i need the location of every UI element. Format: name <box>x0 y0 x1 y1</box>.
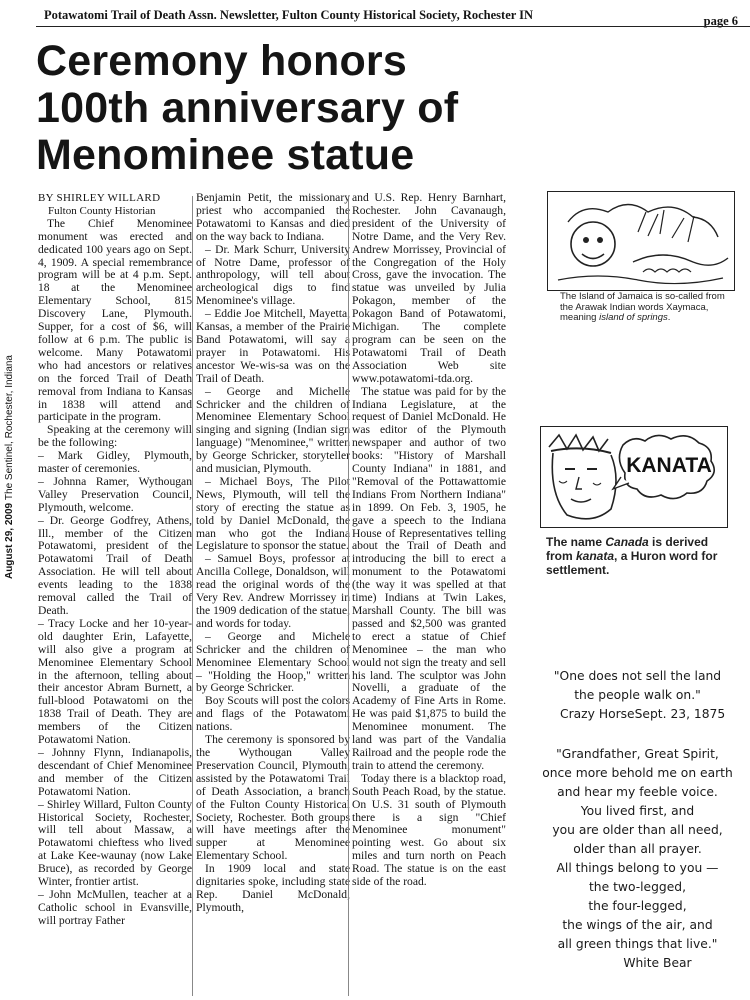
caption-emphasis: island of springs <box>599 312 668 323</box>
paragraph: The ceremony is sponsored by the Wythougan Valley Preservation Council, Plymouth, assisted by the Potawatomi Trail of Death Association, a branch of the Fulton County Historical Society, Rochester. Both groups will have meetings after the supper at Menominee Elementary School. <box>196 733 350 863</box>
jamaica-caption <box>560 292 738 324</box>
jamaica-drawing <box>548 192 734 290</box>
white-bear-quote <box>530 745 745 973</box>
crazy-horse-quote <box>530 667 745 724</box>
headline-line: 100th anniversary of <box>36 84 459 132</box>
quote-author: Crazy Horse <box>560 707 635 721</box>
speaker-item: – Johnny Flynn, Indianapolis, descendant of Chief Menominee and member of the Citizen Potawatomi Nation. <box>38 745 192 798</box>
page-number: page 6 <box>703 14 738 28</box>
paragraph: and U.S. Rep. Henry Barnhart, Rochester. John Cavanaugh, president of the University of Notre Dame, and the Very Rev. Andrew Morrissey, Provincial of the Congregation of the Holy Cross, gave the invocation. The statue was unveiled by Julia Pokagon, member of the Pokagon Band of Potawatomi, Michigan. The complete program can be seen on the Potawatomi Trail of Death Association Web site www.potawatomi-tda.org. <box>352 191 506 385</box>
quote-line: the wings of the air, and <box>562 918 713 932</box>
header-rule <box>36 26 750 27</box>
article-column-2 <box>196 192 350 915</box>
quote-line: the four-legged, <box>588 899 687 913</box>
caption-text: The Island of Jamaica is so-called from the Arawak Indian words Xaymaca, meaning <box>560 291 725 323</box>
sideline-source: The Sentinel, Rochester, Indiana <box>4 355 15 501</box>
headline-line: Menominee statue <box>36 131 415 179</box>
paragraph: In 1909 local and state dignitaries spoke, including state Rep. Daniel McDonald, Plymouth, <box>196 862 350 914</box>
paragraph: Boy Scouts will post the colors and flags of the Potawatomi nations. <box>196 694 350 734</box>
speaker-item: – Michael Boys, The Pilot News, Plymouth, will tell the story of erecting the statue as told by Daniel McDonald, the man who got the Indiana Legislature to sponsor the statue. <box>196 474 350 553</box>
quote-line: once more behold me on earth <box>542 766 733 780</box>
quote-line: you are older than all need, <box>552 823 723 837</box>
quote-author: White Bear <box>623 956 692 970</box>
paragraph: Today there is a blacktop road, South Peach Road, by the statue. On U.S. 31 south of Plymouth there is a sign "Chief Menominee monument" pointing west. Go about six miles and turn north on Peach Road. The statue is on the east side of the road. <box>352 771 506 889</box>
quote-line: the two-legged, <box>588 880 687 894</box>
caption-text: The name <box>546 535 606 549</box>
article-headline <box>36 38 536 179</box>
column-divider <box>192 196 193 996</box>
article-column-1 <box>38 192 192 928</box>
quote-line: and hear my feeble voice. <box>557 785 718 799</box>
byline-title: Fulton County Historian <box>48 204 156 217</box>
column-divider <box>348 196 349 996</box>
paragraph: The Chief Menominee monument was erected and dedicated 100 years ago on Sept. 4, 1909. A special remembrance program will be at 4 p.m. Sept. 18 at the Menominee Elementary School, 815 Discovery Lane, Plymouth. Supper, for a cost of $6, will follow at 6 p.m. The public is welcome. Many Potawatomi who had ancestors or relatives on the forced Trail of Death removal from Indiana to Kansas in 1838 will attend and participate in the program. <box>38 216 192 424</box>
quote-line: "Grandfather, Great Spirit, <box>556 747 719 761</box>
kanata-bubble-text: KANATA <box>626 454 712 477</box>
quote-line: older than all prayer. <box>573 842 702 856</box>
masthead: Potawatomi Trail of Death Assn. Newsletter, Fulton County Historical Society, Rochester IN <box>44 8 534 22</box>
jamaica-cartoon <box>547 191 735 291</box>
paragraph: Benjamin Petit, the missionary priest who accompanied the Potawatomi to Kansas and died on the way back to Indiana. <box>196 191 350 243</box>
caption-text: , a Huron word for settlement. <box>546 549 718 577</box>
speaker-item: – Shirley Willard, Fulton County Historical Society, Rochester, will tell about Massaw, a Potawatomi chieftess who lived at Lake Kee-waunay (now Lake Bruce), as recorded by George Winter, frontier artist. <box>38 797 192 889</box>
kanata-caption <box>546 535 736 577</box>
quote-date: Sept. 23, 1875 <box>634 707 726 721</box>
quote-attribution <box>530 954 745 973</box>
quote-line: All things belong to you — <box>556 861 719 875</box>
headline-line: Ceremony honors <box>36 37 407 85</box>
quote-line: all green things that live." <box>557 937 718 951</box>
quote-line: "One does not sell the land <box>553 669 722 683</box>
sideline-date: August 29, 2009 <box>4 502 15 580</box>
speaker-item: – George and Michele Schricker and the children of Menominee Elementary School – "Holding the Hoop," written by George Schricker. <box>196 629 350 695</box>
speaker-item: – Tracy Locke and her 10-year-old daughter Erin, Lafayette, will also give a program at Menominee Elementary School in the afternoon, telling about their ancestor Abram Burnett, a full-blood Potawatomi on the 1838 Trail of Death. They are members of the Citizen Potawatomi Nation. <box>38 616 192 747</box>
paragraph: The statue was paid for by the Indiana Legislature, at the request of Daniel McDonald. He was editor of the Plymouth newspaper and author of two books: "History of Marshall County Indiana" in 1881, and "Removal of the Pottawattomie Indians From Northern Indiana" in 1899. On Feb. 3, 1905, he gave a speech to the Indiana House of Representatives telling about the Trail of Death and introducing the bill to erect a monument to the Potawatomi (the way it was spelled at that time) Indians at Twin Lakes, Marshall County. The bill was passed and $2,500 was granted to erect a statue of Chief Menominee – the man who would not sign the treaty and sell his land. The sculptor was John Novelli, a graduate of the Academy of Fine Arts in Rome. He was paid $1,875 to build the Menominee monument. The land was part of the Vandalia Railroad and the people rode the train to attend the ceremony. <box>352 384 506 772</box>
speaker-item: – Samuel Boys, professor at Ancilla College, Donaldson, will read the original words of the Very Rev. Andrew Morrissey in the 1909 dedication of the statue, and words for today. <box>196 552 350 630</box>
speaker-item: – John McMullen, teacher at a Catholic school in Evansville, will portray Father <box>38 887 192 927</box>
caption-emphasis: Canada <box>605 535 649 549</box>
byline: BY SHIRLEY WILLARD <box>38 192 161 204</box>
article-column-3 <box>352 192 506 889</box>
paragraph: Speaking at the ceremony will be the following: <box>38 423 192 450</box>
source-sideline <box>4 355 18 579</box>
speaker-item: – Eddie Joe Mitchell, Mayetta, Kansas, a member of the Prairie Band Potawatomi, will say a prayer in Potawatomi. His ancestor We-wis-sa was on the Trail of Death. <box>196 307 350 385</box>
caption-text: . <box>667 312 671 323</box>
caption-emphasis: kanata <box>576 549 615 563</box>
caption-text: is derived from <box>546 535 709 563</box>
kanata-cartoon <box>540 426 728 528</box>
speaker-item: – Dr. Mark Schurr, University of Notre Dame, professor of anthropology, will tell about archeological digs to find Menominee's village. <box>196 242 350 308</box>
quote-line: You lived first, and <box>580 804 695 818</box>
quote-line: the people walk on." <box>574 688 701 702</box>
quote-attribution <box>530 705 745 724</box>
speaker-item: – Dr. George Godfrey, Athens, Ill., member of the Citizen Potawatomi, president of the Potawatomi Trail of Death Association. He will tell about events leading to the 1838 removal called the Trail of Death. <box>38 513 192 617</box>
speaker-item: – Mark Gidley, Plymouth, master of ceremonies. <box>38 449 192 476</box>
speaker-item: – George and Michelle Schricker and the children of Menominee Elementary School singing and signing (Indian sign language) "Menominee," written by George Schricker, storyteller and musician, Plymouth. <box>196 384 350 476</box>
speaker-item: – Johnna Ramer, Wythougan Valley Preservation Council, Plymouth, welcome. <box>38 474 192 514</box>
kanata-drawing <box>541 427 727 527</box>
